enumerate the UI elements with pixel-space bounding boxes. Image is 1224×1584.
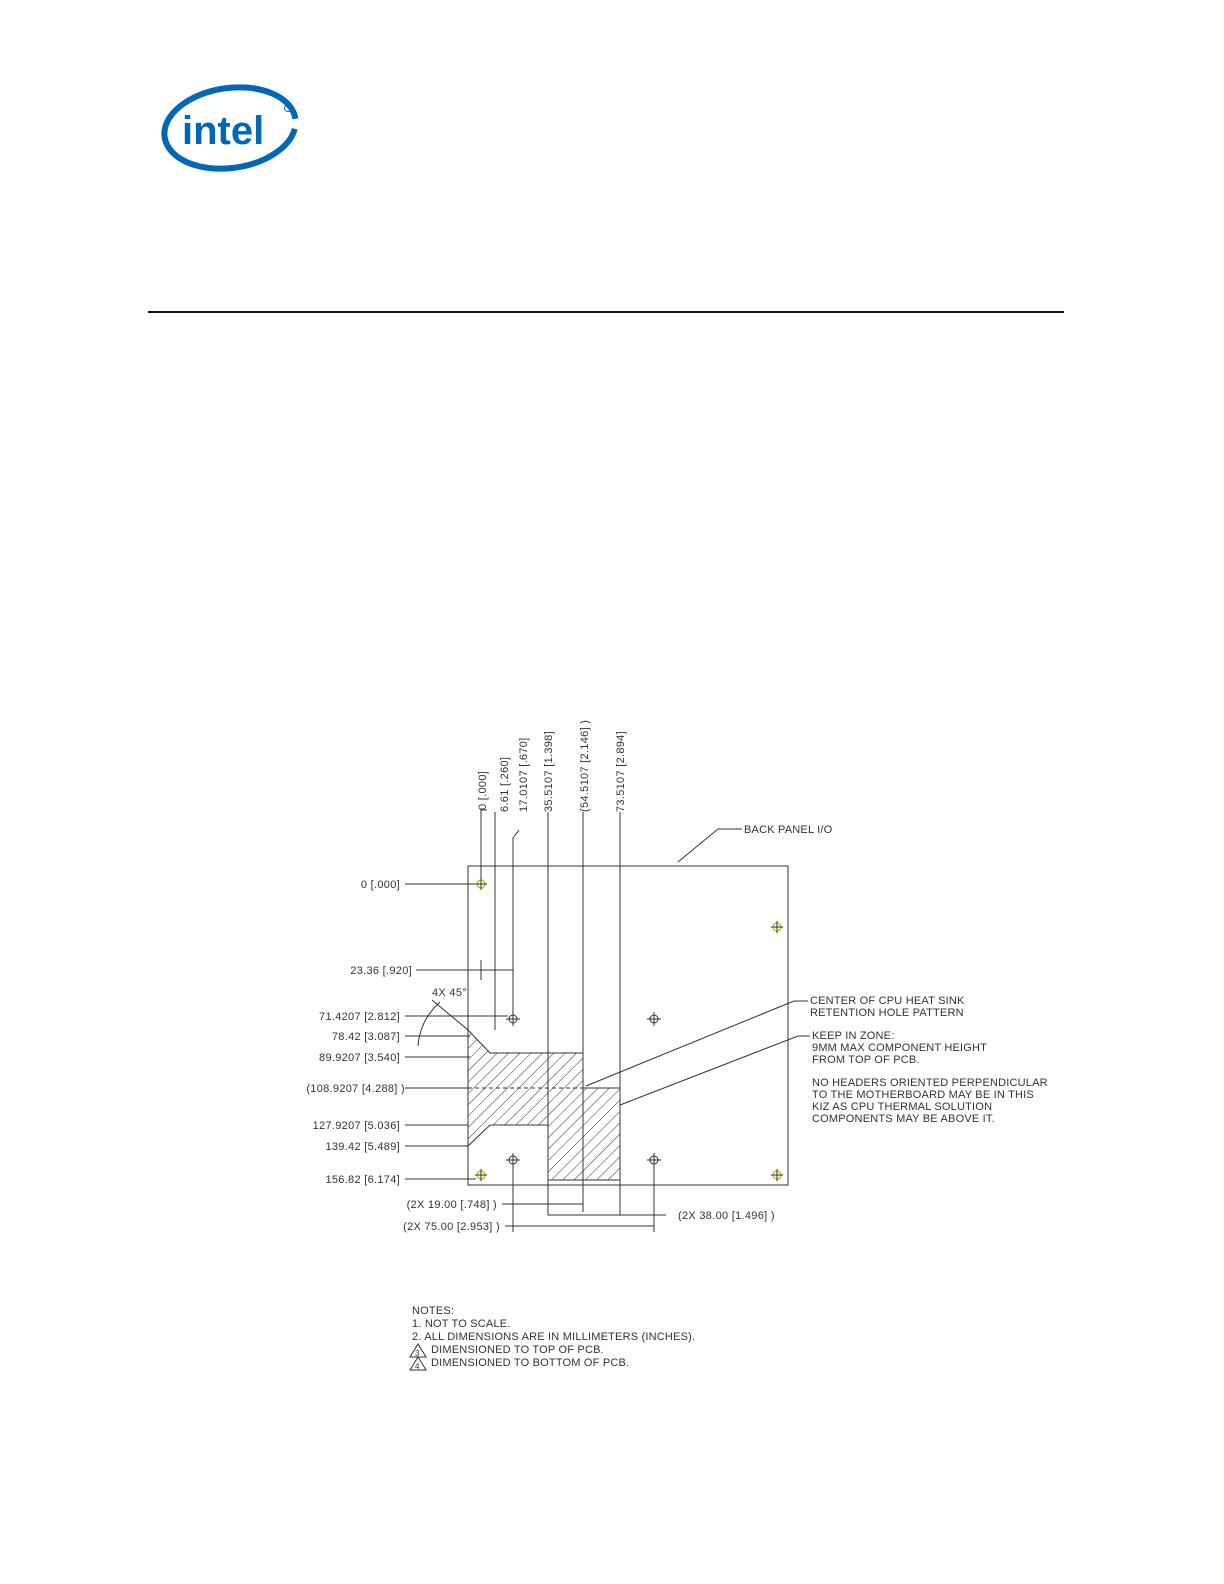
cpu-center-callout-line2: RETENTION HOLE PATTERN [810, 1007, 964, 1019]
note-3: DIMENSIONED TO TOP OF PCB. [431, 1344, 604, 1356]
kiz-callout-line2: 9MM MAX COMPONENT HEIGHT [812, 1042, 988, 1054]
mount-hole [771, 921, 783, 933]
notes-title: NOTES: [412, 1305, 455, 1317]
dim-top-3: 35.5107 [1.398] [543, 731, 555, 812]
headers-callout-line4: COMPONENTS MAY BE ABOVE IT. [812, 1113, 995, 1125]
retention-hole [506, 1012, 520, 1026]
headers-callout-line1: NO HEADERS ORIENTED PERPENDICULAR [812, 1077, 1048, 1089]
dim-top-4: (54.5107 [2.146] ) [579, 719, 591, 812]
mount-hole [475, 1169, 487, 1181]
dim-left-0: 0 [.000] [360, 879, 400, 891]
kiz-callout-line3: FROM TOP OF PCB. [812, 1054, 920, 1066]
dim-75: (2X 75.00 [2.953] ) [403, 1221, 500, 1233]
dim-left-4: 89.9207 [3.540] [319, 1052, 400, 1064]
note-2: 2. ALL DIMENSIONS ARE IN MILLIMETERS (INCHES). [412, 1331, 696, 1343]
dim-top-2: 17.0107 [.670] [518, 737, 530, 812]
dim-left-5: (108.9207 [4.288] ) [306, 1083, 405, 1095]
svg-text:4: 4 [415, 1362, 420, 1371]
dim-left-2: 71.4207 [2.812] [319, 1011, 400, 1023]
left-dimension-labels [306, 879, 467, 1186]
dim-38: (2X 38.00 [1.496] ) [678, 1210, 775, 1222]
dim-left-1: 23.36 [.920] [350, 965, 412, 977]
mounting-holes [475, 878, 783, 1181]
back-panel-callout: BACK PANEL I/O [744, 824, 833, 836]
headers-callout-line3: KIZ AS CPU THERMAL SOLUTION [812, 1101, 993, 1113]
dim-top-5: 73.5107 [2.894] [615, 731, 627, 812]
dim-top-1: 6.61 [.260] [499, 756, 511, 812]
note-4-triangle [410, 1357, 426, 1371]
headers-callout-line2: TO THE MOTHERBOARD MAY BE IN THIS [812, 1089, 1034, 1101]
intel-logo-text: intel [182, 109, 265, 153]
mount-hole [475, 878, 487, 890]
notes-block [410, 1305, 695, 1371]
mount-hole [771, 1169, 783, 1181]
dim-19: (2X 19.00 [.748] ) [406, 1199, 497, 1211]
left-dimension-lines [405, 884, 513, 1179]
dim-left-6: 127.9207 [5.036] [312, 1120, 400, 1132]
dim-left-8: 156.82 [6.174] [325, 1174, 400, 1186]
dim-left-7: 139.42 [5.489] [325, 1141, 400, 1153]
cpu-center-callout-line1: CENTER OF CPU HEAT SINK [810, 995, 965, 1007]
top-dimension-labels [477, 720, 627, 812]
note-3-triangle [410, 1344, 426, 1358]
note-1: 1. NOT TO SCALE. [412, 1318, 511, 1330]
dim-left-3: 78.42 [3.087] [331, 1031, 400, 1043]
dim-top-0: 0 [.000] [477, 770, 489, 810]
chamfer-label: 4X 45° [432, 987, 467, 999]
note-4: DIMENSIONED TO BOTTOM OF PCB. [431, 1357, 630, 1369]
kiz-callout-line1: KEEP IN ZONE: [812, 1030, 895, 1042]
board-outline [468, 866, 788, 1185]
svg-text:3: 3 [415, 1349, 420, 1358]
retention-hole [647, 1012, 661, 1026]
keep-in-zone-area [468, 1030, 620, 1180]
